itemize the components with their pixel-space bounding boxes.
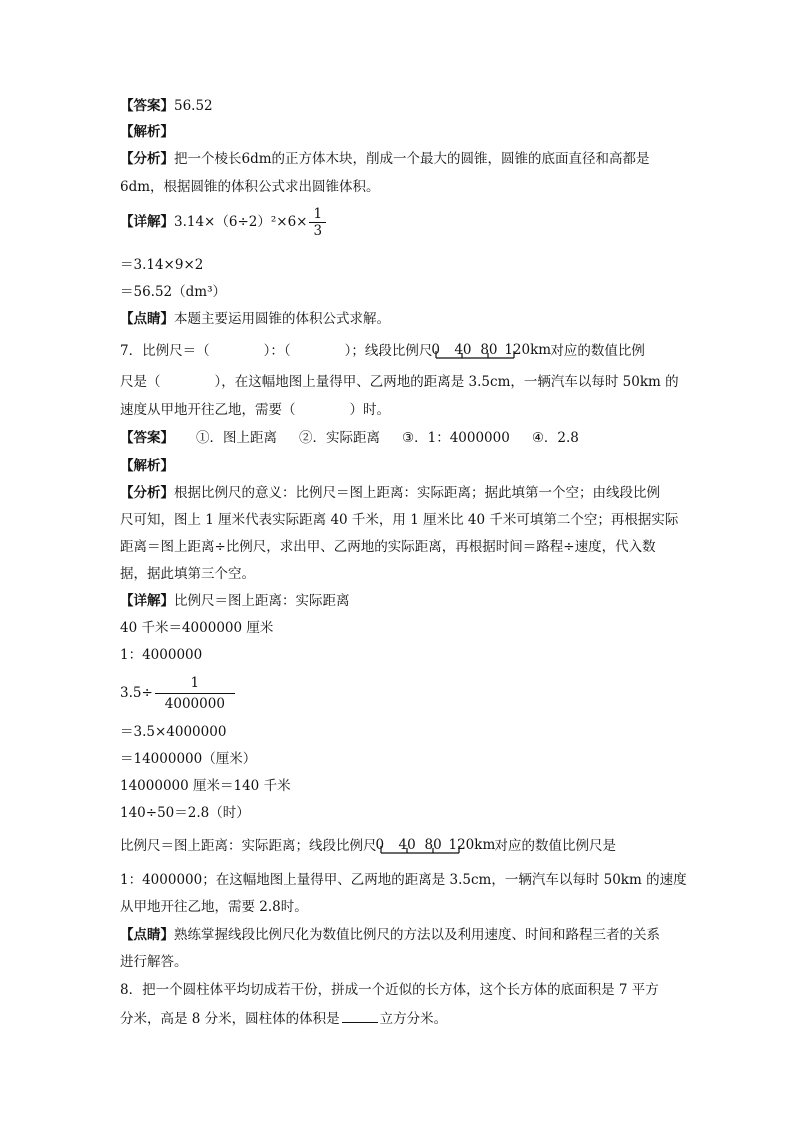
q8-stem-line2 [120, 1008, 447, 1029]
q7-stem-part2: 对应的数值比例 [550, 343, 645, 359]
fraction-denominator: 3 [309, 222, 326, 239]
scale-tick-label: 120km [448, 836, 496, 853]
q7-dianjing-line2: 进行解答。 [120, 954, 188, 970]
q7-detail-line8: 140÷50＝2.8（时） [120, 805, 250, 821]
q7-detail-line6: ＝14000000（厘米） [120, 751, 257, 767]
q7-stem-line3: 速度从甲地开往乙地，需要（ ）时。 [120, 402, 390, 418]
q8-stem-part-b: 立方分米。 [379, 1011, 448, 1027]
detail-expr: 3.14×（6÷2）²×6× [174, 214, 308, 230]
answer-tag: 【答案】 [120, 430, 174, 446]
scale-tick-label: 80 [424, 836, 442, 853]
dianjing-tag: 【点睛】 [120, 311, 174, 327]
summary-part1: 比例尺＝图上距离：实际距离；线段比例尺 [120, 838, 377, 854]
line-scale-bar [377, 837, 495, 857]
fraction-numerator: 1 [190, 675, 200, 691]
fraction-one-over-4000000 [155, 673, 235, 714]
q7-summary-line3: 从甲地开往乙地，需要 2.8时。 [120, 899, 308, 915]
q7-answer-line [120, 428, 579, 448]
q6-fenxi-line2: 6dm，根据圆锥的体积公式求出圆锥体积。 [120, 179, 380, 195]
q7-fenxi-line1 [120, 483, 660, 503]
fenxi-tag: 【分析】 [120, 151, 174, 167]
scale-tick-label: 80 [480, 341, 498, 358]
answer-item: ①．图上距离 [196, 430, 277, 446]
fraction-numerator: 1 [313, 206, 323, 222]
fenxi-text: 把一个棱长6dm的正方体木块，削成一个最大的圆锥，圆锥的底面直径和高都是 [174, 151, 650, 167]
dianjing-text: 熟练掌握线段比例尺化为数值比例尺的方法以及利用速度、时间和路程三者的关系 [174, 927, 660, 943]
fraction-one-third [309, 206, 326, 239]
summary-part2: 对应的数值比例尺是 [494, 838, 616, 854]
q7-fenxi-line2: 尺可知，图上 1 厘米代表实际距离 40 千米，用 1 厘米比 40 千米可填第二个空；再根据实际 [120, 512, 679, 528]
detail-div: 3.5÷ [120, 685, 153, 701]
answer-value: 56.52 [174, 98, 213, 114]
q7-stem-line2: 尺是（ ），在这幅地图上量得甲、乙两地的距离是 3.5cm，一辆汽车以每时 50km 的 [120, 374, 679, 390]
scale-tick-label: 0 [375, 836, 385, 853]
answer-tag: 【答案】 [120, 98, 174, 114]
line-scale-bar [432, 342, 550, 362]
q7-detail-line7: 14000000 厘米＝140 千米 [120, 778, 291, 794]
q6-step2: ＝56.52（dm³） [120, 284, 227, 300]
q7-stem-line1 [120, 341, 645, 362]
q6-fenxi-line1 [120, 149, 650, 169]
q7-analysis-tag: 【解析】 [120, 458, 174, 474]
answer-blank[interactable] [342, 1008, 378, 1023]
q6-dianjing-line [120, 309, 390, 329]
answer-item: ②．实际距离 [299, 430, 380, 446]
q7-detail-line4 [120, 673, 237, 714]
scale-tick-label: 0 [431, 341, 440, 358]
q6-answer-line [120, 96, 213, 116]
scale-tick-label: 40 [398, 836, 416, 853]
q6-analysis-tag: 【解析】 [120, 124, 174, 140]
q7-dianjing-line1 [120, 925, 660, 945]
answer-item: ③．1：4000000 [402, 430, 510, 446]
detail-text: 比例尺＝图上距离：实际距离 [174, 593, 350, 609]
q6-detail-line [120, 206, 328, 239]
q7-fenxi-line3: 距离＝图上距离÷比例尺，求出甲、乙两地的实际距离，再根据时间＝路程÷速度，代入数 [120, 539, 656, 555]
scale-tick-label: 120km [504, 341, 552, 358]
detail-tag: 【详解】 [120, 593, 174, 609]
q7-stem-part1: 7．比例尺＝（ ）：（ ）；线段比例尺 [120, 343, 433, 359]
fraction-denominator: 4000000 [155, 693, 235, 714]
dianjing-tag: 【点睛】 [120, 927, 174, 943]
scale-tick-label: 40 [454, 341, 472, 358]
fenxi-text: 根据比例尺的意义：比例尺＝图上距离：实际距离；据此填第一个空；由线段比例 [174, 485, 660, 501]
q7-fenxi-line4: 据，据此填第三个空。 [120, 566, 255, 582]
q8-stem-line1: 8．把一个圆柱体平均切成若干份，拼成一个近似的长方体，这个长方体的底面积是 7 平方 [120, 982, 659, 998]
q7-detail-line1 [120, 591, 350, 611]
q7-detail-line3: 1：4000000 [120, 647, 203, 663]
q6-step1: ＝3.14×9×2 [120, 257, 204, 273]
answer-item: ④．2.8 [531, 430, 579, 446]
q7-detail-line2: 40 千米＝4000000 厘米 [120, 620, 274, 636]
fenxi-tag: 【分析】 [120, 485, 174, 501]
q7-summary-line1 [120, 836, 616, 857]
q8-stem-part-a: 分米，高是 8 分米，圆柱体的体积是 [120, 1011, 340, 1027]
detail-tag: 【详解】 [120, 214, 174, 230]
q7-detail-line5: ＝3.5×4000000 [120, 724, 227, 740]
q7-summary-line2: 1：4000000；在这幅地图上量得甲、乙两地的距离是 3.5cm，一辆汽车以每时 50km 的速度 [120, 872, 687, 888]
dianjing-text: 本题主要运用圆锥的体积公式求解。 [174, 311, 390, 327]
